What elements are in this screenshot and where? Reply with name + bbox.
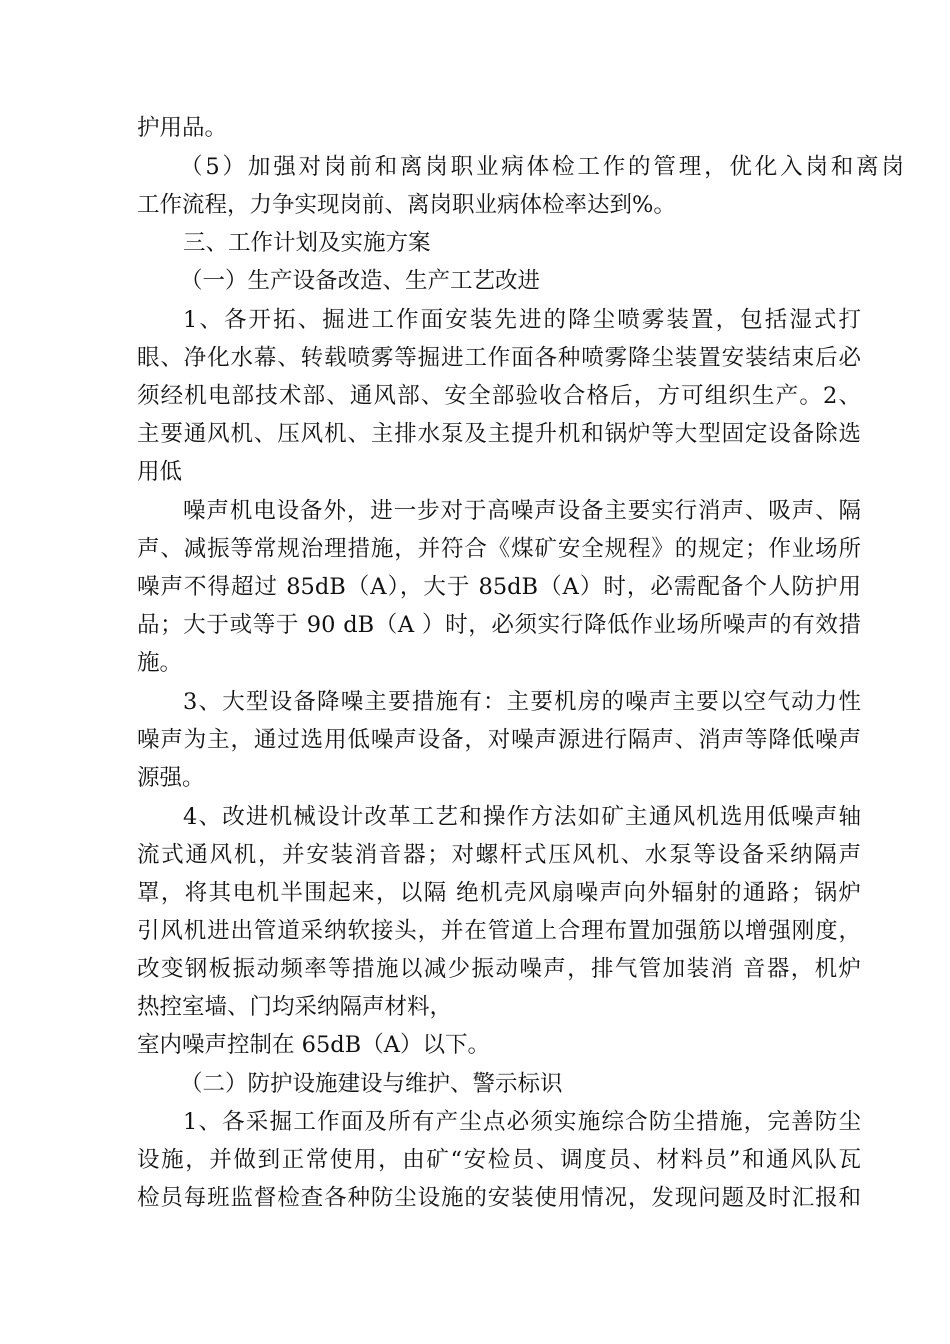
paragraph-line: 流式通风机，并安装消音器；对螺杆式压风机、水泵等设备采纳隔声 xyxy=(137,842,861,868)
paragraph-line: 噪声机电设备外，进一步对于高噪声设备主要实行消声、吸声、隔 xyxy=(183,498,861,524)
paragraph-line: 罩，将其电机半围起来，以隔 绝机壳风扇噪声向外辐射的通路；锅炉 xyxy=(137,880,861,906)
paragraph-line: 改变钢板振动频率等措施以减少振动噪声，排气管加装消 音器，机炉 xyxy=(137,956,861,982)
paragraph-line: 噪声为主，通过选用低噪声设备，对噪声源进行隔声、消声等降低噪声 xyxy=(137,727,861,753)
subsection-heading: （二）防护设施建设与维护、警示标识 xyxy=(180,1071,563,1097)
paragraph-line: （5）加强对岗前和离岗职业病体检工作的管理，优化入岗和离岗 xyxy=(180,154,904,180)
paragraph-line: 施。 xyxy=(137,650,183,676)
paragraph-line: 用低 xyxy=(137,459,183,485)
paragraph-line: 热控室墙、门均采纳隔声材料， xyxy=(137,994,453,1020)
paragraph-line: 设施，并做到正常使用，由矿“安检员、调度员、材料员”和通风队瓦 xyxy=(137,1147,861,1173)
paragraph-line: 引风机进出管道采纳软接头，并在管道上合理布置加强筋以增强刚度， xyxy=(137,918,861,944)
paragraph-line: 须经机电部技术部、通风部、安全部验收合格后，方可组织生产。2、 xyxy=(137,383,861,409)
paragraph-line: 4、改进机械设计改革工艺和操作方法如矿主通风机选用低噪声轴 xyxy=(183,804,861,830)
paragraph-line: 品；大于或等于 90 dB（A ）时，必须实行降低作业场所噪声的有效措 xyxy=(137,612,861,638)
paragraph-line: 主要通风机、压风机、主排水泵及主提升机和锅炉等大型固定设备除选 xyxy=(137,421,861,447)
paragraph-line: 工作流程，力争实现岗前、离岗职业病体检率达到%。 xyxy=(137,192,676,218)
paragraph-line: 噪声不得超过 85dB（A），大于 85dB（A）时，必需配备个人防护用 xyxy=(137,574,861,600)
paragraph-line: 眼、净化水幕、转载喷雾等掘进工作面各种喷雾降尘装置安装结束后必 xyxy=(137,345,861,371)
paragraph-line: 1、各采掘工作面及所有产尘点必须实施综合防尘措施，完善防尘 xyxy=(183,1109,861,1135)
paragraph-line: 室内噪声控制在 65dB（A）以下。 xyxy=(137,1032,490,1058)
paragraph-line: 声、减振等常规治理措施，并符合《煤矿安全规程》的规定；作业场所 xyxy=(137,536,861,562)
section-heading: 三、工作计划及实施方案 xyxy=(183,230,431,256)
subsection-heading: （一）生产设备改造、生产工艺改进 xyxy=(180,268,541,294)
paragraph-line: 源强。 xyxy=(137,765,205,791)
paragraph-line: 护用品。 xyxy=(137,115,228,141)
paragraph-line: 3、大型设备降噪主要措施有：主要机房的噪声主要以空气动力性 xyxy=(183,689,861,715)
paragraph-line: 1、各开拓、掘进工作面安装先进的降尘喷雾装置，包括湿式打 xyxy=(183,307,861,333)
paragraph-line: 检员每班监督检查各种防尘设施的安装使用情况，发现问题及时汇报和 xyxy=(137,1185,861,1211)
